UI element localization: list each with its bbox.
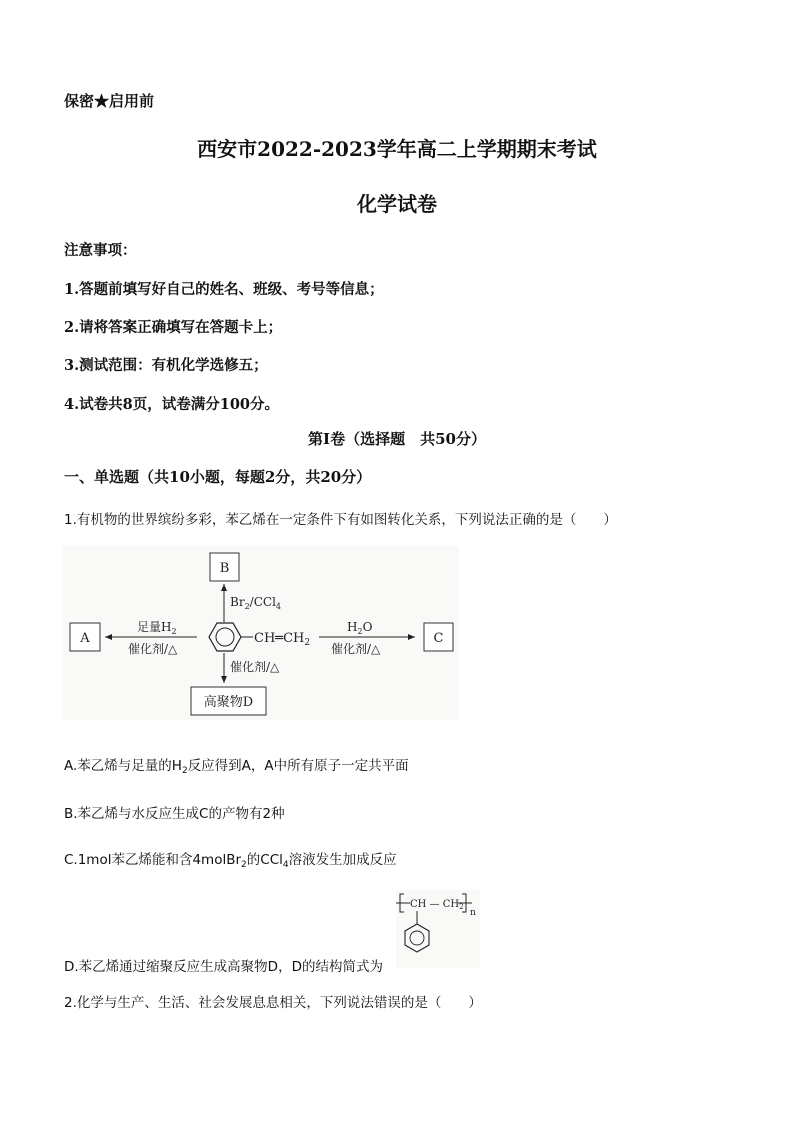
polymer-chain: CH — $CH_2$ — [410, 899, 464, 911]
reaction-diagram — [63, 546, 459, 720]
option-1a: A.苯乙烯与足量的$H_2$反应得到A，A中所有原子一定共平面 — [64, 758, 409, 776]
polymer-n: n — [470, 908, 476, 918]
part-heading: 第I卷（选择题 共50分） — [308, 430, 486, 448]
note-item-1: 1.答题前填写好自己的姓名、班级、考号等信息； — [64, 281, 384, 298]
notes-heading: 注意事项： — [64, 242, 137, 259]
note-item-4: 4.试卷共8页，试卷满分100分。 — [64, 396, 279, 413]
exam-title: 西安市2022-2023学年高二上学期期末考试 — [197, 137, 597, 161]
box-b-label: B — [219, 561, 230, 576]
to-a-condition-bottom: 催化剂/△ — [128, 642, 178, 656]
box-d-label: 高聚物D — [203, 695, 254, 710]
note-item-2: 2.请将答案正确填写在答题卡上； — [64, 319, 283, 336]
option-1d: D.苯乙烯通过缩聚反应生成高聚物D，D的结构简式为 — [64, 959, 383, 975]
to-b-reagent: $Br_2/CCl_4$ — [230, 595, 281, 611]
styrene-vinyl-group: $CH═CH_2$ — [254, 631, 311, 648]
to-d-condition: 催化剂/△ — [230, 660, 280, 674]
option-1b: B.苯乙烯与水反应生成C的产物有2种 — [64, 806, 285, 822]
box-c-label: C — [433, 631, 444, 646]
option-1c: C.1mol苯乙烯能和含4molBr$_2$的CCl$_4$溶液发生加成反应 — [64, 852, 397, 870]
to-c-condition-bottom: 催化剂/△ — [331, 642, 381, 656]
exam-subject: 化学试卷 — [357, 192, 437, 216]
polystyrene-structure — [396, 890, 480, 968]
to-a-condition-top: 足量$H_2$ — [137, 620, 177, 636]
question-1-stem: 1.有机物的世界缤纷多彩，苯乙烯在一定条件下有如图转化关系，下列说法正确的是（ ） — [64, 512, 617, 528]
to-c-condition-top: $H_2O$ — [347, 620, 373, 636]
box-a-label: A — [80, 631, 90, 646]
note-item-3: 3.测试范围：有机化学选修五； — [64, 357, 268, 374]
section-heading: 一、单选题（共10小题，每题2分，共20分） — [64, 468, 372, 486]
confidential-label: 保密★启用前 — [64, 92, 155, 110]
question-2-stem: 2.化学与生产、生活、社会发展息息相关，下列说法错误的是（ ） — [64, 995, 482, 1011]
